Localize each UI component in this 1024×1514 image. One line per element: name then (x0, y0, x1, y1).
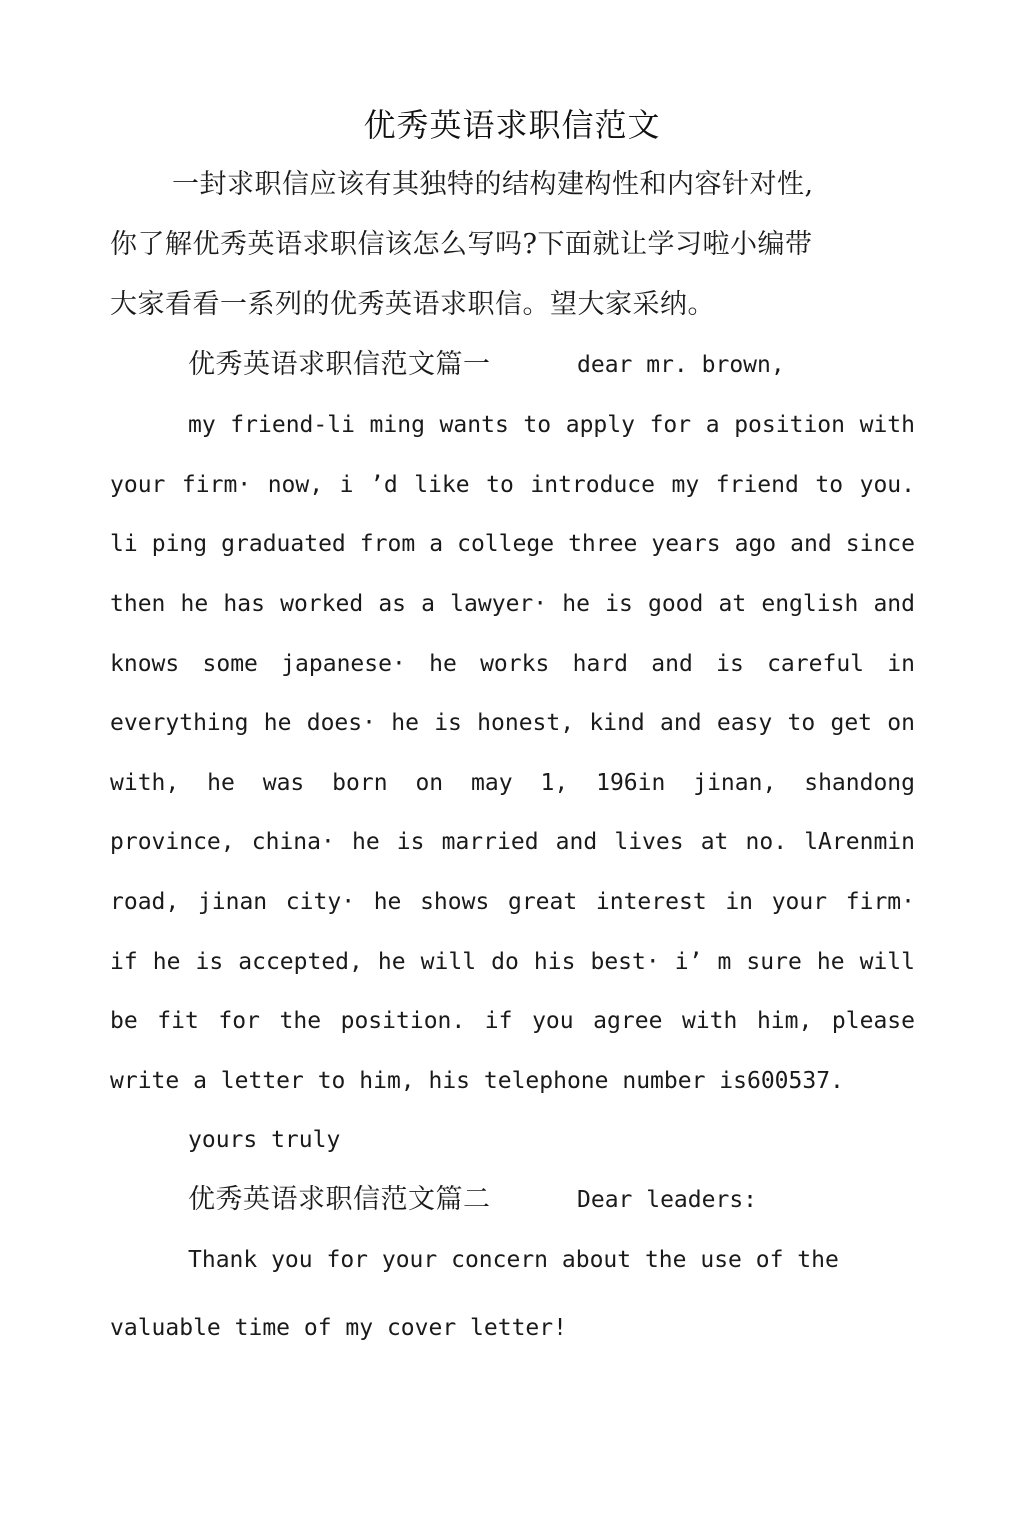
section1-body-line-11: be fit for the position. if you agree with him, please (110, 1008, 915, 1034)
section1-body-line-7: with, he was born on may 1, 196in jinan, shandong (110, 770, 915, 796)
section1-body-line-4: then he has worked as a lawyer· he is good at english and (110, 591, 915, 617)
section1-body-line-12: write a letter to him, his telephone number is600537. (110, 1068, 844, 1094)
section2-greeting: Dear leaders: (577, 1187, 758, 1213)
section1-body-line-6: everything he does· he is honest, kind and easy to get on (110, 710, 915, 736)
section1-body-line-2: your firm· now, i ’d like to introduce my friend to you. (110, 472, 915, 498)
section1-heading: 优秀英语求职信范文篇一 (188, 349, 491, 380)
section2-heading: 优秀英语求职信范文篇二 (188, 1184, 491, 1215)
section2-body-line-2: valuable time of my cover letter! (110, 1315, 567, 1341)
section1-body-line-8: province, china· he is married and lives at no. lArenmin (110, 829, 915, 855)
section1-body-line-1: my friend-li ming wants to apply for a position with (188, 412, 915, 438)
section1-body-line-10: if he is accepted, he will do his best· i’ m sure he will (110, 949, 915, 975)
section1-greeting: dear mr. brown, (577, 352, 785, 378)
section1-body-line-5: knows some japanese· he works hard and is careful in (110, 651, 915, 677)
section1-closing: yours truly (188, 1127, 341, 1153)
section1-body-line-9: road, jinan city· he shows great interest in your firm· (110, 889, 915, 915)
section2-body-line-1: Thank you for your concern about the use of the (188, 1247, 839, 1273)
section1-heading-row (188, 345, 785, 385)
intro-line-2: 你了解优秀英语求职信该怎么写吗?下面就让学习啦小编带 (110, 229, 813, 260)
intro-line-3: 大家看看一系列的优秀英语求职信。望大家采纳。 (110, 289, 715, 320)
section2-heading-row (188, 1180, 758, 1220)
document-title: 优秀英语求职信范文 (363, 106, 661, 144)
section1-body-line-3: li ping graduated from a college three years ago and since (110, 531, 915, 557)
intro-line-1: 一封求职信应该有其独特的结构建构性和内容针对性, (172, 169, 814, 200)
